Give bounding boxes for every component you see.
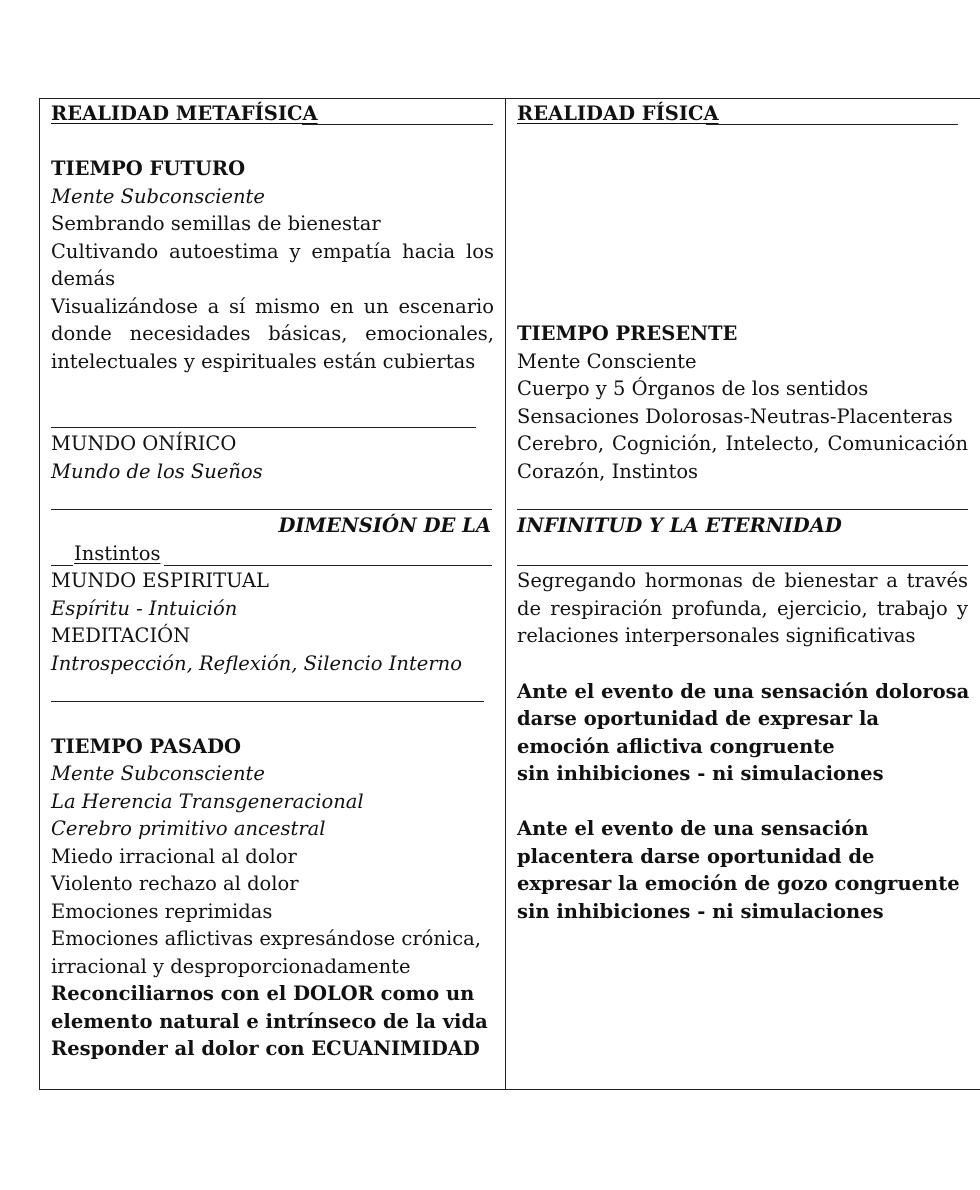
presente-line: Cerebro, Cognición, Intelecto, Comunicación (517, 432, 968, 455)
pasado-bold-line: elemento natural e intrínseco de la vida (51, 1010, 488, 1033)
placentera-line: Ante el evento de una sensación (517, 817, 869, 840)
hormonas-line: de respiración profunda, ejercicio, trabajo y (517, 597, 968, 620)
tiempo-futuro-title: TIEMPO FUTURO (51, 157, 246, 180)
instintos-label: Instintos (74, 542, 161, 565)
pasado-subtitle: La Herencia Transgeneracional (51, 790, 364, 813)
left-header: REALIDAD METAFÍSICA (51, 102, 318, 125)
onirico-subtitle: Mundo de los Sueños (51, 460, 263, 483)
dolorosa-line: emoción aflictiva congruente (517, 735, 835, 758)
meditacion-title: MEDITACIÓN (51, 624, 191, 647)
futuro-line: Sembrando semillas de bienestar (51, 212, 381, 235)
rule (517, 565, 968, 566)
pasado-line: irracional y desproporcionadamente (51, 955, 411, 978)
instintos-trailing-rule (164, 565, 492, 566)
futuro-subtitle: Mente Subconsciente (51, 185, 265, 208)
dolorosa-line: darse oportunidad de expresar la (517, 707, 879, 730)
left-header-underline (302, 124, 493, 125)
pasado-subtitle: Cerebro primitivo ancestral (51, 817, 326, 840)
presente-line: Cuerpo y 5 Órganos de los sentidos (517, 377, 869, 400)
futuro-line: demás (51, 267, 116, 290)
dolorosa-line: sin inhibiciones - ni simulaciones (517, 762, 884, 785)
tiempo-pasado-title: TIEMPO PASADO (51, 735, 242, 758)
pasado-line: Emociones reprimidas (51, 900, 273, 923)
dolorosa-line: Ante el evento de una sensación dolorosa (517, 680, 970, 703)
pasado-bold-line: Responder al dolor con ECUANIMIDAD (51, 1037, 480, 1060)
espiritual-subtitle: Espíritu - Intuición (51, 597, 238, 620)
pasado-subtitle: Mente Subconsciente (51, 762, 265, 785)
column-divider (505, 98, 506, 1090)
pasado-line: Emociones aflictivas expresándose crónica, (51, 927, 481, 950)
rule (51, 427, 476, 428)
rule (51, 509, 492, 510)
pasado-line: Miedo irracional al dolor (51, 845, 297, 868)
rule (517, 509, 968, 510)
placentera-line: expresar la emoción de gozo congruente (517, 872, 960, 895)
presente-line: Corazón, Instintos (517, 460, 699, 483)
rule (51, 701, 484, 702)
hormonas-line: Segregando hormonas de bienestar a través (517, 569, 968, 592)
presente-line: Mente Consciente (517, 350, 697, 373)
dimension-heading: DIMENSIÓN DE LA (278, 514, 491, 537)
pasado-bold-line: Reconciliarnos con el DOLOR como un (51, 982, 475, 1005)
placentera-line: sin inhibiciones - ni simulaciones (517, 900, 884, 923)
futuro-line: donde necesidades básicas, emocionales, (51, 322, 494, 345)
presente-line: Sensaciones Dolorosas-Neutras-Placenteras (517, 405, 953, 428)
futuro-line: Visualizándose a sí mismo en un escenario (51, 295, 494, 318)
futuro-line: Cultivando autoestima y empatía hacia los (51, 240, 494, 263)
right-header-underline (706, 124, 958, 125)
placentera-line: placentera darse oportunidad de (517, 845, 875, 868)
futuro-line: intelectuales y espirituales están cubiertas (51, 350, 476, 373)
meditacion-subtitle: Introspección, Reflexión, Silencio Interno (51, 652, 462, 675)
mundo-onirico-title: MUNDO ONÍRICO (51, 432, 237, 455)
infinitud-heading: INFINITUD Y LA ETERNIDAD (517, 514, 842, 537)
instintos-leading-rule (51, 565, 73, 566)
hormonas-line: relaciones interpersonales significativas (517, 624, 916, 647)
right-header: REALIDAD FÍSICA (517, 102, 719, 125)
tiempo-presente-title: TIEMPO PRESENTE (517, 322, 738, 345)
mundo-espiritual-title: MUNDO ESPIRITUAL (51, 569, 269, 592)
pasado-line: Violento rechazo al dolor (51, 872, 299, 895)
